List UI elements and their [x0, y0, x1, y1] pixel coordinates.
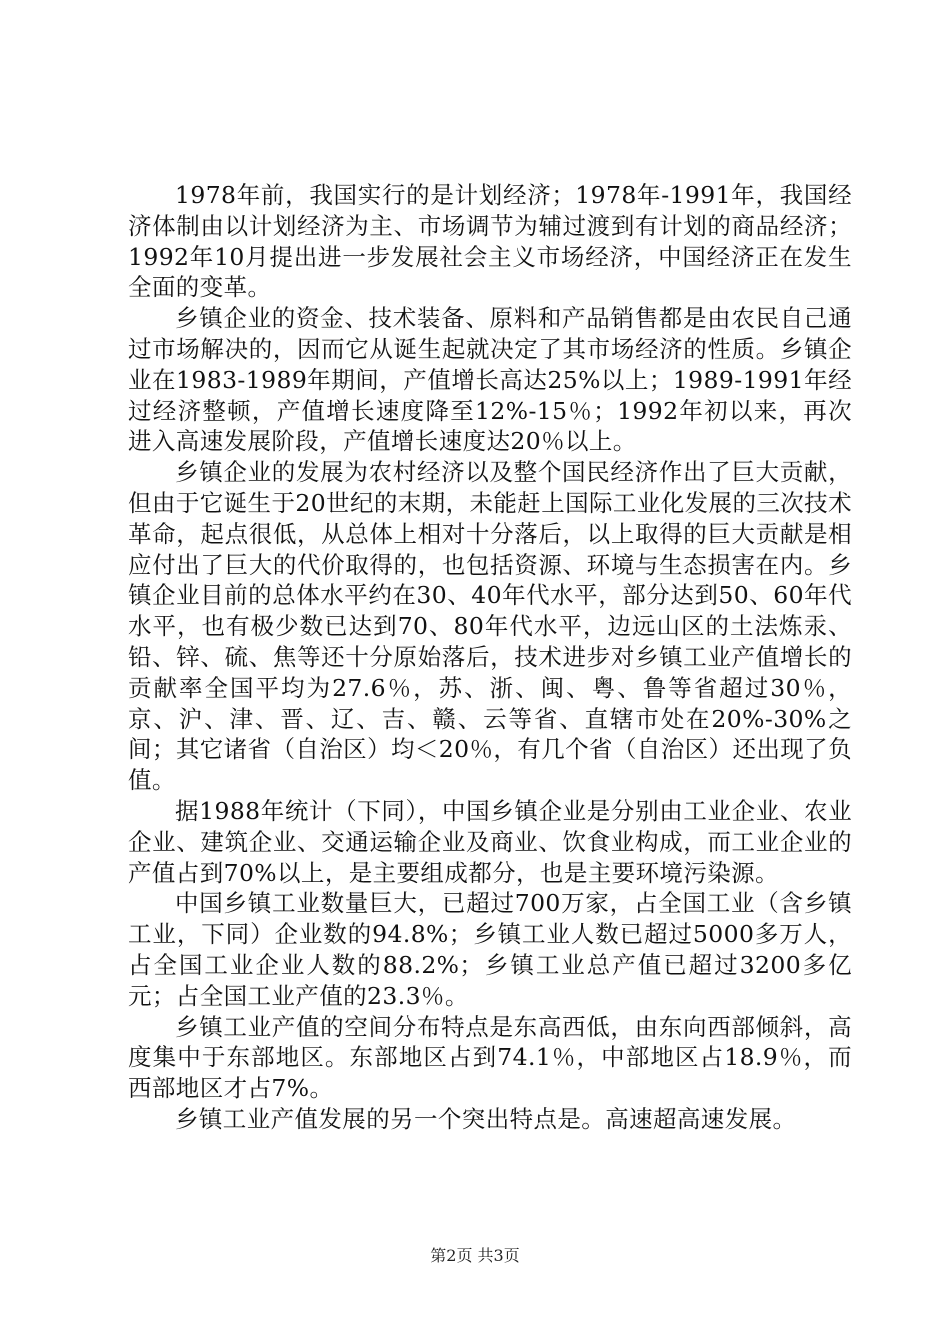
paragraph-contribution-and-cost: 乡镇企业的发展为农村经济以及整个国民经济作出了巨大贡献，但由于它诞生于20世纪的末期，未能赶上国际工业化发展的三次技术革命，起点很低，从总体上相对十分落后，以上取得的巨大贡献是相应付出了巨大的代价取得的，也包括资源、环境与生态损害在内。乡镇企业目前的总体水平约在30、40年代水平，部分达到50、60年代水平，也有极少数已达到70、80年代水平，边远山区的土法炼汞、铅、锌、硫、焦等还十分原始落后，技术进步对乡镇工业产值增长的贡献率全国平均为27.6％，苏、浙、闽、粤、鲁等省超过30％，京、沪、津、晋、辽、吉、赣、云等省、直辖市处在20%-30%之间；其它诸省（自治区）均＜20％，有几个省（自治区）还出现了负值。: [128, 458, 852, 795]
paragraph-spatial-distribution: 乡镇工业产值的空间分布特点是东高西低，由东向西部倾斜，高度集中于东部地区。东部地区占到74.1％，中部地区占18.9％，而西部地区才占7%。: [128, 1012, 852, 1103]
paragraph-1988-statistics: 据1988年统计（下同），中国乡镇企业是分别由工业企业、农业企业、建筑企业、交通运输企业及商业、饮食业构成，而工业企业的产值占到70%以上，是主要组成都分，也是主要环境污染源。: [128, 796, 852, 887]
document-body: [128, 180, 852, 1135]
paragraph-economic-system: 1978年前，我国实行的是计划经济；1978年-1991年，我国经济体制由以计划经济为主、市场调节为辅过渡到有计划的商品经济；1992年10月提出进一步发展社会主义市场经济，中国经济正在发生全面的变革。: [128, 181, 852, 302]
paragraph-industry-scale: 中国乡镇工业数量巨大，已超过700万家，占全国工业（含乡镇工业，下同）企业数的94.8%；乡镇工业人数已超过5000多万人，占全国工业企业人数的88.2%；乡镇工业总产值已超过3200多亿元；占全国工业产值的23.3％。: [128, 889, 852, 1010]
paragraph-high-speed-growth: 乡镇工业产值发展的另一个突出特点是。高速超高速发展。: [175, 1104, 797, 1133]
page-footer: 第2页 共3页: [430, 1246, 520, 1265]
paragraph-market-nature: 乡镇企业的资金、技术装备、原料和产品销售都是由农民自己通过市场解决的，因而它从诞生起就决定了其市场经济的性质。乡镇企业在1983-1989年期间，产值增长高达25%以上；1989-1991年经过经济整顿，产值增长速度降至12%-15％；1992年初以来，再次进入高速发展阶段，产值增长速度达20％以上。: [128, 304, 852, 456]
